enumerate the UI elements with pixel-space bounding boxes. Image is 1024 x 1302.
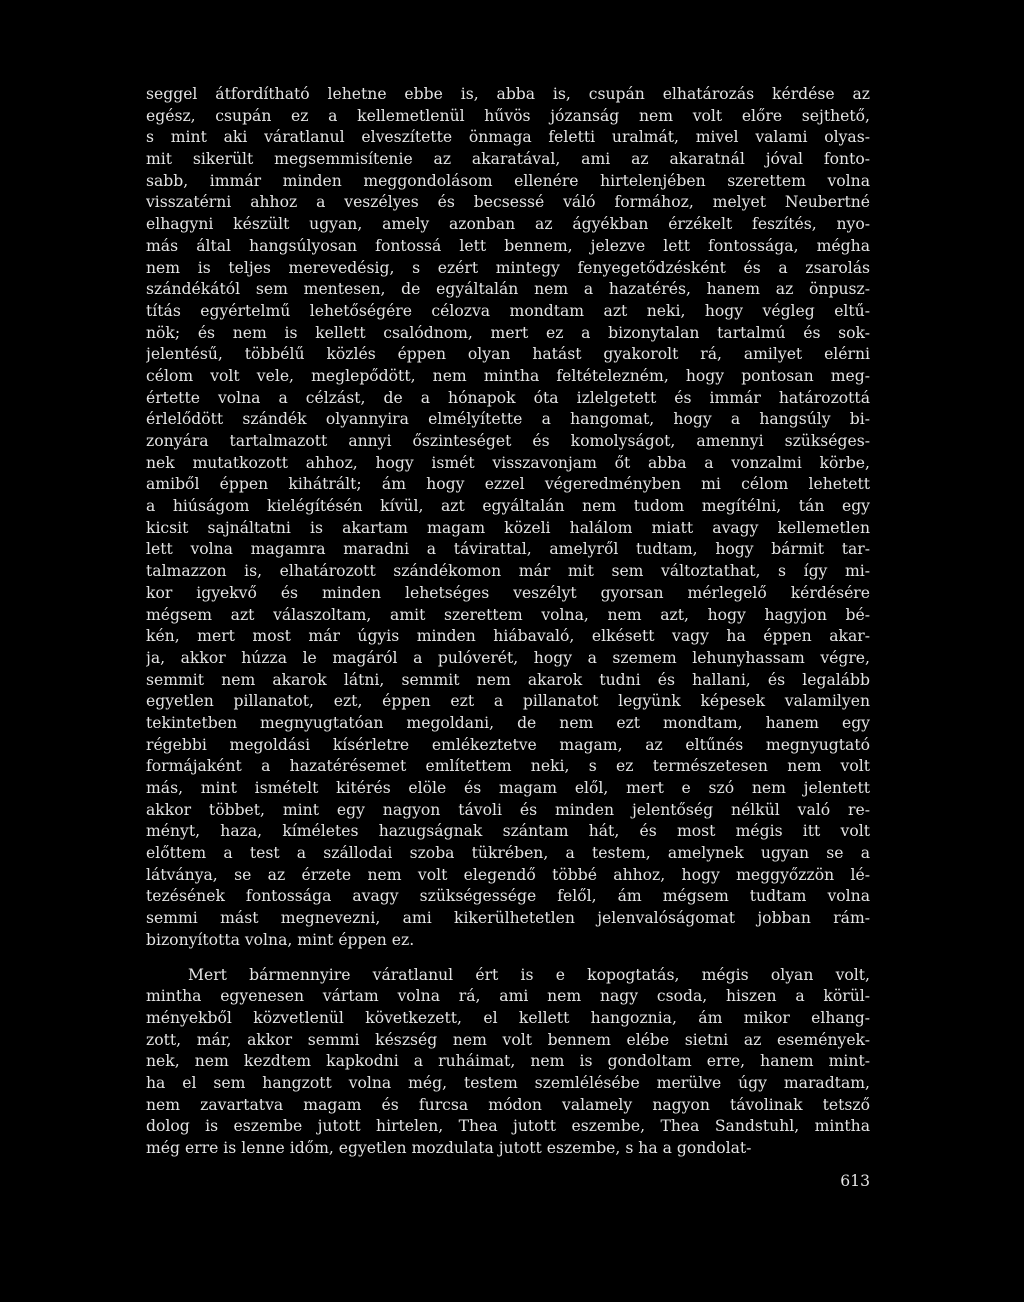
text-line: lett volna magamra maradni a távirattal, amelyről tudtam, hogy bármit tar- [146, 540, 870, 559]
text-line: kicsit sajnáltatni is akartam magam közeli halálom miatt avagy kellemetlen [146, 518, 870, 537]
text-line: ha el sem hangzott volna még, testem szemlélésébe merülve úgy maradtam, [146, 1073, 870, 1092]
text-line: tekintetben megnyugtatóan megoldani, de nem ezt mondtam, hanem egy [146, 713, 870, 732]
text-line: jelentésű, többélű közlés éppen olyan hatást gyakorolt rá, amilyet elérni [146, 345, 870, 364]
text-line: előttem a test a szállodai szoba tükrében, a testem, amelynek ugyan se a [146, 844, 870, 863]
text-line: seggel átfordítható lehetne ebbe is, abba is, csupán elhatározás kérdése az [146, 85, 870, 103]
text-line: amiből éppen kihátrált; ám hogy ezzel végeredményben mi célom lehetett [146, 475, 870, 494]
text-line: ményt, haza, kíméletes hazugságnak szántam hát, és most mégis itt volt [146, 822, 870, 841]
text-line: más, mint ismételt kitérés elöle és magam elől, mert e szó nem jelentett [146, 779, 870, 797]
text-line: zonyára tartalmazott annyi őszinteséget és komolyságot, amennyi szükséges- [146, 432, 870, 450]
text-line: érlelődött szándék olyannyira elmélyítette a hangomat, hogy a hangsúly bi- [146, 410, 870, 429]
text-line: tezésének fontossága avagy szükségessége felől, ám mégsem tudtam volna [146, 887, 870, 906]
paragraph-gap [146, 952, 870, 965]
text-line: nek mutatkozott ahhoz, hogy ismét visszavonjam őt abba a vonzalmi körbe, [146, 453, 870, 472]
text-line: bizonyította volna, mint éppen ez. [146, 930, 415, 949]
text-line: régebbi megoldási kísérletre emlékeztetve magam, az eltűnés megnyugtató [146, 735, 870, 754]
text-line: dolog is eszembe jutott hirtelen, Thea jutott eszembe, Thea Sandstuhl, mintha [146, 1117, 870, 1136]
text-line: sabb, immár minden meggondolásom ellenére hirtelenjében szerettem volna [146, 171, 870, 190]
text-line: ményekből közvetlenül következett, el kellett hangoznia, ám mikor elhang- [146, 1008, 870, 1027]
text-line: visszatérni ahhoz a veszélyes és becsessé váló formához, melyet Neubertné [146, 193, 870, 212]
text-line: talmazzon is, elhatározott szándékomon már mit sem változtathat, s így mi- [146, 562, 870, 581]
text-line: formájaként a hazatérésemet említettem neki, s ez természetesen nem volt [146, 757, 870, 776]
text-line: értette volna a célzást, de a hónapok óta izlelgetett és immár határozottá [146, 388, 870, 407]
paragraph-1 [146, 84, 870, 952]
text-line: nek, nem kezdtem kapkodni a ruháimat, nem is gondoltam erre, hanem mint- [146, 1052, 870, 1071]
text-line: ja, akkor húzza le magáról a pulóverét, hogy a szemem lehunyhassam végre, [146, 648, 870, 667]
text-line: zott, már, akkor semmi készség nem volt bennem elébe sietni az események- [146, 1030, 870, 1049]
page-text [146, 84, 870, 1160]
text-line: mit sikerült megsemmisítenie az akaratával, ami az akaratnál jóval fonto- [146, 150, 870, 169]
text-line: más által hangsúlyosan fontossá lett bennem, jelezve lett fontossága, mégha [146, 236, 870, 255]
text-line: mintha egyenesen vártam volna rá, ami nem nagy csoda, hiszen a körül- [146, 987, 870, 1006]
text-line: elhagyni készült ugyan, amely azonban az ágyékban érzékelt feszítés, nyo- [146, 215, 870, 234]
text-line: Mert bármennyire váratlanul ért is e kopogtatás, mégis olyan volt, [188, 965, 870, 984]
page-number: 613 [840, 1172, 870, 1190]
text-line: kén, mert most már úgyis minden hiábavaló, elkésett vagy ha éppen akar- [146, 627, 870, 646]
text-line: látványa, se az érzete nem volt elegendő többé ahhoz, hogy meggyőzzön lé- [146, 865, 870, 884]
text-line: nem is teljes merevedésig, s ezért mintegy fenyegetődzésként és a zsarolás [146, 258, 870, 277]
text-line: szándékától sem mentesen, de egyáltalán nem a hazatérés, hanem az önpusz- [146, 280, 870, 299]
text-line: semmit nem akarok látni, semmit nem akarok tudni és hallani, és legalább [146, 670, 870, 689]
text-line: nem zavartatva magam és furcsa módon valamely nagyon távolinak tetsző [146, 1095, 870, 1114]
text-line: s mint aki váratlanul elveszítette önmaga feletti uralmát, mivel valami olyas- [146, 128, 870, 147]
text-line: semmi mást megnevezni, ami kikerülhetetlen jelenvalóságomat jobban rám- [146, 909, 870, 928]
paragraph-2 [146, 965, 870, 1160]
text-line: még erre is lenne időm, egyetlen mozdulata jutott eszembe, s ha a gondolat- [146, 1139, 752, 1157]
text-line: egyetlen pillanatot, ezt, éppen ezt a pillanatot legyünk képesek valamilyen [146, 692, 870, 711]
text-line: a hiúságom kielégítésén kívül, azt egyáltalán nem tudom megítélni, tán egy [146, 497, 870, 516]
text-line: egész, csupán ez a kellemetlenül hűvös józanság nem volt előre sejthető, [146, 106, 870, 125]
text-line: títás egyértelmű lehetőségére célozva mondtam azt neki, hogy végleg eltű- [146, 301, 870, 320]
text-line: kor igyekvő és minden lehetséges veszélyt gyorsan mérlegelő kérdésére [146, 583, 870, 602]
text-line: mégsem azt válaszoltam, amit szerettem volna, nem azt, hogy hagyjon bé- [146, 605, 870, 624]
text-line: nök; és nem is kellett csalódnom, mert ez a bizonytalan tartalmú és sok- [146, 323, 870, 342]
text-line: akkor többet, mint egy nagyon távoli és minden jelentőség nélkül való re- [146, 800, 870, 819]
text-line: célom volt vele, meglepődött, nem mintha feltételezném, hogy pontosan meg- [146, 366, 870, 385]
